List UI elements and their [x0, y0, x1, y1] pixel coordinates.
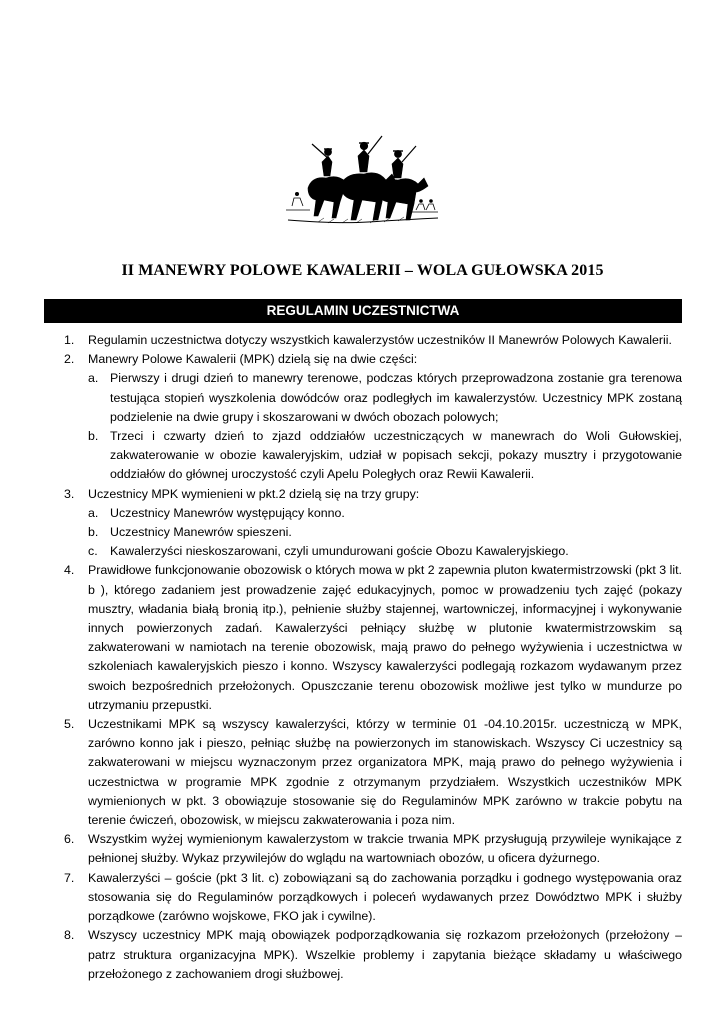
item-number: 7. [64, 870, 75, 885]
list-item [64, 331, 682, 350]
sub-item [88, 542, 682, 561]
list-item [64, 485, 682, 504]
sub-item-text: Kawalerzyści nieskoszarowani, czyli umundurowani goście Obozu Kawaleryjskiego. [110, 544, 569, 559]
item-text: Kawalerzyści – goście (pkt 3 lit. c) zobowiązani są do zachowania porządku i godnego występowania oraz stosowania się do Regulaminów porządkowych i poleceń wydawanych przez Dowództwo MPK i służby porządkowe (zarówno wojskowe, FKO jak i cywilne). [88, 870, 682, 924]
item-text: Manewry Polowe Kawalerii (MPK) dzielą się na dwie części: [88, 352, 418, 367]
sub-list [64, 369, 682, 484]
item-text: Regulamin uczestnictwa dotyczy wszystkich kawalerzystów uczestników II Manewrów Polowych Kawalerii. [88, 333, 672, 347]
item-number: 3. [64, 486, 75, 501]
list-item [64, 561, 682, 715]
regulations-list [64, 331, 682, 984]
list-item [64, 869, 682, 927]
sub-item-text: Pierwszy i drugi dzień to manewry terenowe, podczas których przeprowadzona zostanie gra terenowa testująca stopień wyszkolenia dowódców oraz podległych im kawalerzystów. Uczestnicy MPK zostaną podzielenie na dwie grupy i skoszarowani w dwóch obozach polowych; [110, 371, 682, 424]
item-number: 1. [64, 333, 75, 347]
sub-item-letter: b. [88, 525, 99, 540]
cavalry-logo [278, 128, 446, 236]
document-title: II MANEWRY POLOWE KAWALERII – WOLA GUŁOWSKA 2015 [121, 262, 604, 279]
sub-item [88, 504, 682, 523]
list-item [64, 715, 682, 830]
section-banner: REGULAMIN UCZESTNICTWA [44, 299, 682, 323]
sub-item [88, 427, 682, 485]
item-number: 2. [64, 352, 75, 367]
item-text: Uczestnikami MPK są wszyscy kawalerzyści, którzy w terminie 01 -04.10.2015r. uczestniczą w MPK, zarówno konno jak i pieszo, pełniąc służbę na powierzonych im stanowiskach. Wszyscy Ci uczestnicy są zakwaterowani w miejscu wyznaczonym przez organizatora MPK, mają prawo do pełnego wyżywienia i uczestnictwa w programie MPK zgodnie z otrzymanym przydziałem. Wszystkich uczestników MPK wymienionych w pkt. 3 obowiązuje stosowanie się do Regulaminów MPK zarówno w trakcie pobytu na terenie ćwiczeń, obozowisk, w miejscu zakwaterowania i poza nim. [88, 717, 682, 828]
item-text: Prawidłowe funkcjonowanie obozowisk o których mowa w pkt 2 zapewnia pluton kwatermistrzowski (pkt 3 lit. b ), którego zadaniem jest prowadzenie zajęć edukacyjnych, pomoc w prowadzeniu tych zajęć (pokazy musztry, władania białą bronią itp.), pełnienie służby stajennej, wartowniczej, informacyjnej i wykonywanie innych powierzonych zadań. Kawalerzyści pełniący służbę w plutonie kwatermistrzowskim są zakwaterowani w namiotach na terenie obozowisk, mają prawo do pełnego wyżywienia i uczestnictwa w szkoleniach kawaleryjskich pieszo i konno. Wszyscy kawalerzyści podlegają rozkazom wydawanym przez swoich bezpośrednich przełożonych. Opuszczanie terenu obozowisk możliwe jest tylko w mundurze po utrzymaniu przepustki. [88, 563, 682, 712]
item-text: Wszystkim wyżej wymienionym kawalerzystom w trakcie trwania MPK przysługują przywileje wynikające z pełnionej służby. Wykaz przywilejów do wglądu na wartowniach obozów, u oficera dyżurnego. [88, 832, 682, 866]
sub-item-letter: c. [88, 544, 98, 559]
list-item [64, 926, 682, 984]
item-number: 8. [64, 928, 75, 943]
list-item [64, 350, 682, 369]
item-number: 6. [64, 832, 75, 847]
item-text: Wszyscy uczestnicy MPK mają obowiązek podporządkowania się rozkazom przełożonych (przełożony – patrz struktura organizacyjna MPK). Wszelkie problemy i zapytania bieżące składamy u właściwego przełożonego z zachowaniem drogi służbowej. [88, 928, 682, 981]
sub-item [88, 369, 682, 427]
sub-item-text: Trzeci i czwarty dzień to zjazd oddziałów uczestniczących w manewrach do Woli Gułowskiej, zakwaterowanie w obozie kawaleryjskim, udział w popisach sekcji, pokazy musztry i przygotowanie oddziałów do głównej uroczystość czyli Apelu Poległych oraz Rewii Kawalerii. [110, 429, 682, 482]
item-text: Uczestnicy MPK wymienieni w pkt.2 dzielą się na trzy grupy: [88, 486, 420, 501]
sub-item [88, 523, 682, 542]
list-item [64, 830, 682, 868]
sub-item-letter: b. [88, 429, 99, 444]
sub-item-letter: a. [88, 371, 99, 386]
sub-list [64, 504, 682, 562]
sub-item-text: Uczestnicy Manewrów spieszeni. [110, 525, 292, 540]
item-number: 5. [64, 717, 75, 732]
item-number: 4. [64, 563, 75, 578]
sub-item-letter: a. [88, 505, 99, 520]
sub-item-text: Uczestnicy Manewrów występujący konno. [110, 505, 345, 520]
